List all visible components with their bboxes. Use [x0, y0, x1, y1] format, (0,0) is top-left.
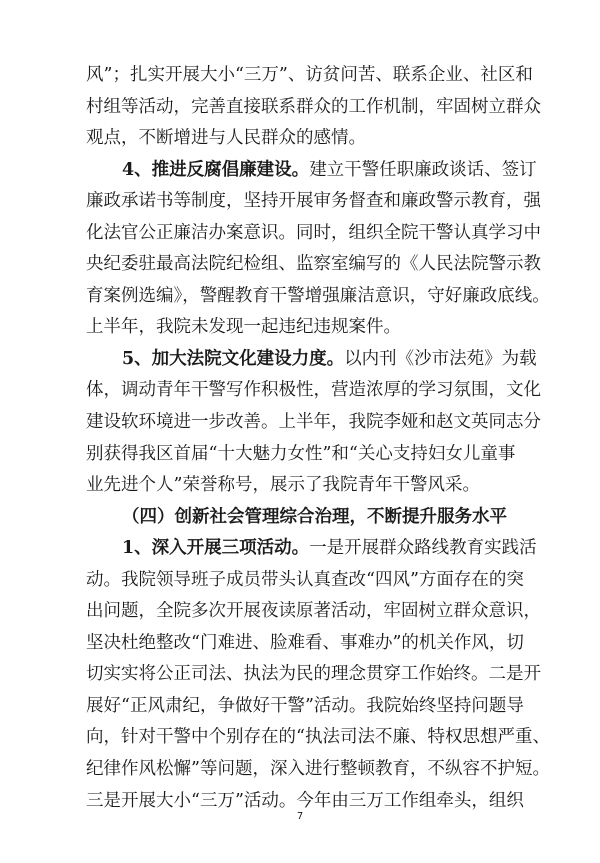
text-run: 三是开展大小“三万”活动。今年由三万工作组牵头，组织: [86, 791, 524, 811]
body-line: [86, 285, 550, 307]
subsection-heading: 5、加大法院文化建设力度。: [122, 349, 345, 369]
body-line: [86, 64, 533, 86]
body-line: [86, 758, 550, 780]
body-line: [122, 159, 537, 181]
text-run: 体，调动青年干警写作积极性，营造浓厚的学习氛围，文化: [86, 380, 541, 400]
text-run: 以内刊《沙市法苑》为载: [344, 349, 537, 369]
text-run: 村组等活动，完善直接联系群众的工作机制，牢固树立群众: [86, 97, 541, 117]
text-run: 动。我院领导班子成员带头认真查改“四风”方面存在的突: [86, 570, 524, 590]
text-run: 业先进个人”荣誉称号，展示了我院青年干警风采。: [86, 475, 480, 495]
body-line: [86, 569, 524, 591]
text-run: 建设软环境进一步改善。上半年，我院李娅和赵文英同志分: [86, 412, 541, 432]
text-run: 别获得我区首届“十大魅力女性”和“关心支持妇女儿童事: [86, 444, 516, 464]
body-line: [86, 127, 510, 149]
body-line: [86, 316, 510, 338]
text-run: 风”；扎实开展大小“三万”、访贫问苦、联系企业、社区和: [86, 65, 533, 85]
section-heading: [122, 506, 510, 528]
body-line: [86, 600, 541, 622]
body-line: [122, 537, 537, 559]
text-run: 上半年，我院未发现一起违纪违规案件。: [86, 317, 401, 337]
body-line: [86, 726, 550, 748]
body-line: [86, 411, 541, 433]
body-line: [86, 379, 541, 401]
body-line: [86, 474, 510, 496]
text-run: 央纪委驻最高法院纪检组、监察室编写的《人民法院警示教: [86, 254, 541, 274]
section-heading-text: （四）创新社会管理综合治理，不断提升服务水平: [122, 507, 507, 527]
body-line: [122, 348, 537, 370]
text-run: 展好“正风肃纪，争做好干警”活动。我院始终坚持问题导: [86, 696, 524, 716]
body-line: [86, 443, 516, 465]
body-line: [86, 253, 541, 275]
body-line: [86, 663, 541, 685]
body-line: [86, 695, 524, 717]
text-run: 坚决杜绝整改“门难进、脸难看、事难办”的机关作风，切: [86, 633, 524, 653]
text-run: 纪律作风松懈”等问题，深入进行整顿教育，不纵容不护短。: [86, 759, 550, 779]
text-run: 向，针对干警中个别存在的“执法司法不廉、特权思想严重、: [86, 727, 550, 747]
text-run: 一是开展群众路线教育实践活: [309, 538, 537, 558]
subsection-heading: 1、深入开展三项活动。: [122, 538, 310, 558]
body-line: [86, 632, 524, 654]
text-run: 建立干警任职廉政谈话、签订: [309, 160, 537, 180]
text-run: 切实实将公正司法、执法为民的理念贯穿工作始终。二是开: [86, 664, 541, 684]
text-run: 化法官公正廉洁办案意识。同时，组织全院干警认真学习中: [86, 223, 541, 243]
body-line: [86, 222, 541, 244]
body-line: [86, 790, 524, 812]
text-run: 观点，不断增进与人民群众的感情。: [86, 128, 366, 148]
text-run: 出问题，全院多次开展夜读原著活动，牢固树立群众意识，: [86, 601, 541, 621]
body-line: [86, 96, 541, 118]
text-run: 育案例选编》，警醒教育干警增强廉洁意识，守好廉政底线。: [86, 286, 550, 306]
subsection-heading: 4、推进反腐倡廉建设。: [122, 160, 310, 180]
body-line: [86, 190, 541, 212]
text-run: 廉政承诺书等制度，坚持开展审务督查和廉政警示教育，强: [86, 191, 541, 211]
page-number: 7: [296, 811, 304, 822]
